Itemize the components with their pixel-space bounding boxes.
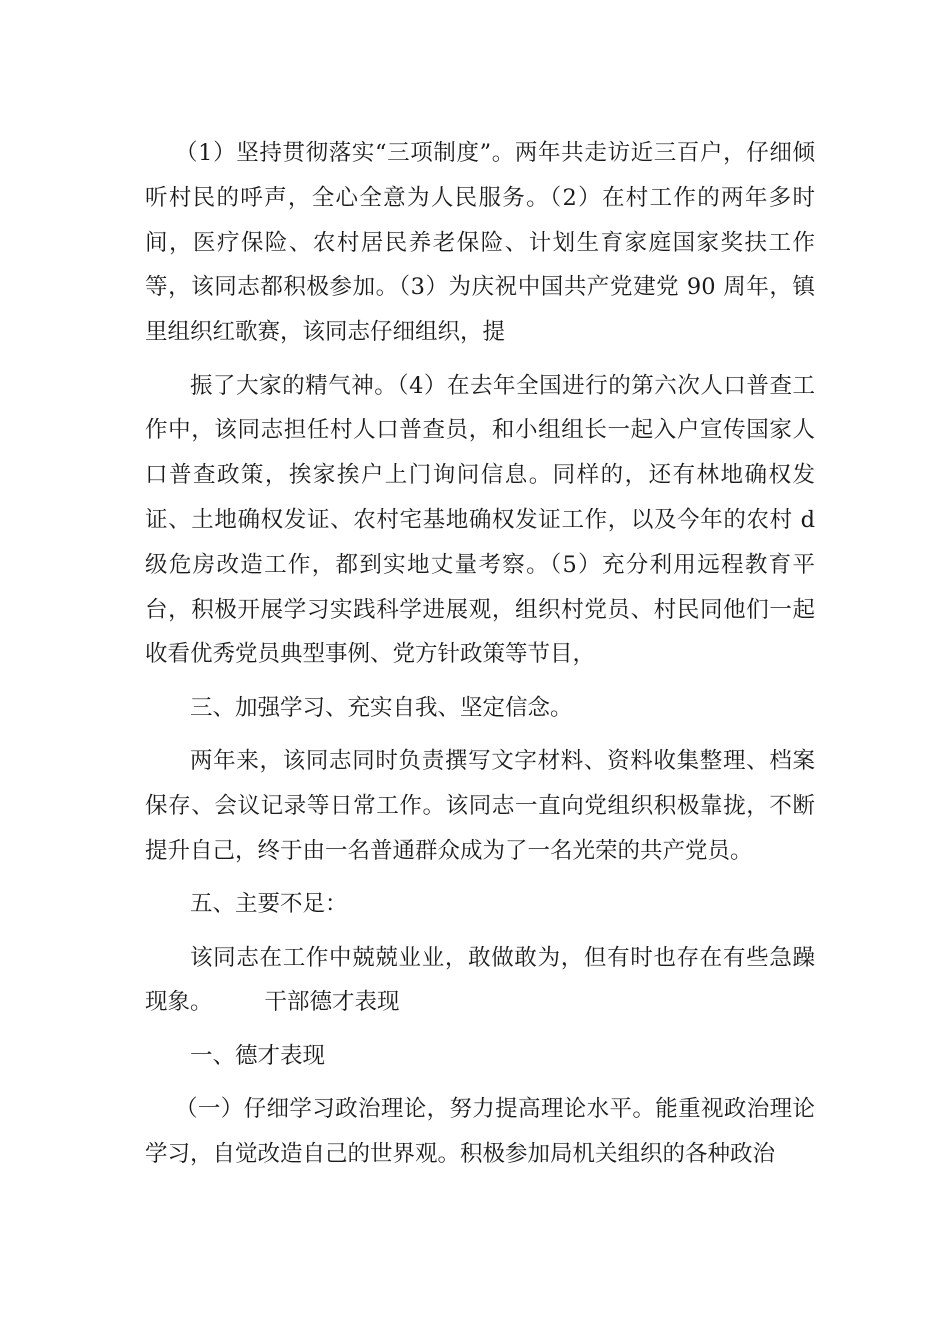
title-cadre-performance: 干部德才表现 bbox=[264, 989, 400, 1016]
shortcomings-text: 该同志在工作中兢兢业业，敢做敢为，但有时也存在有些急躁现象。 bbox=[145, 944, 815, 1016]
section-heading-shortcomings: 五、主要不足： bbox=[190, 891, 348, 918]
section-heading-performance: 一、德才表现 bbox=[190, 1042, 326, 1069]
paragraph-census-work: 振了大家的精气神。（4）在去年全国进行的第六次人口普查工作中，该同志担任村人口普查员，和小组组长一起入户宣传国家人口普查政策，挨家挨户上门询问信息。同样的，还有林地确权发证、土地确权发证、农村宅基地确权发证工作，以及今年的农村 d 级危房改造工作，都到实地丈量考察。（5）充分利用远程教育平台，积极开展学习实践科学进展观，组织村党员、村民同他们一起收看优秀党员典型事例、党方针政策等节目， bbox=[145, 372, 815, 668]
paragraph-two-years: 两年来，该同志同时负责撰写文字材料、资料收集整理、档案保存、会议记录等日常工作。该同志一直向党组织积极靠拢，不断提升自己，终于由一名普通群众成为了一名光荣的共产党员。 bbox=[145, 748, 815, 864]
paragraph-political-theory: （一）仔细学习政治理论，努力提高理论水平。能重视政治理论学习，自觉改造自己的世界观。积极参加局机关组织的各种政治 bbox=[145, 1096, 815, 1167]
paragraph-shortcomings bbox=[145, 936, 815, 1026]
paragraph-three-systems: （1）坚持贯彻落实“三项制度”。两年共走访近三百户，仔细倾听村民的呼声，全心全意为人民服务。（2）在村工作的两年多时间，医疗保险、农村居民养老保险、计划生育家庭国家奖扶工作等，该同志都积极参加。（3）为庆祝中国共产党建党 90 周年，镇里组织红歌赛，该同志仔细组织，提 bbox=[145, 140, 815, 346]
document-body bbox=[145, 131, 815, 1185]
section-heading-study: 三、加强学习、充实自我、坚定信念。 bbox=[190, 694, 573, 721]
